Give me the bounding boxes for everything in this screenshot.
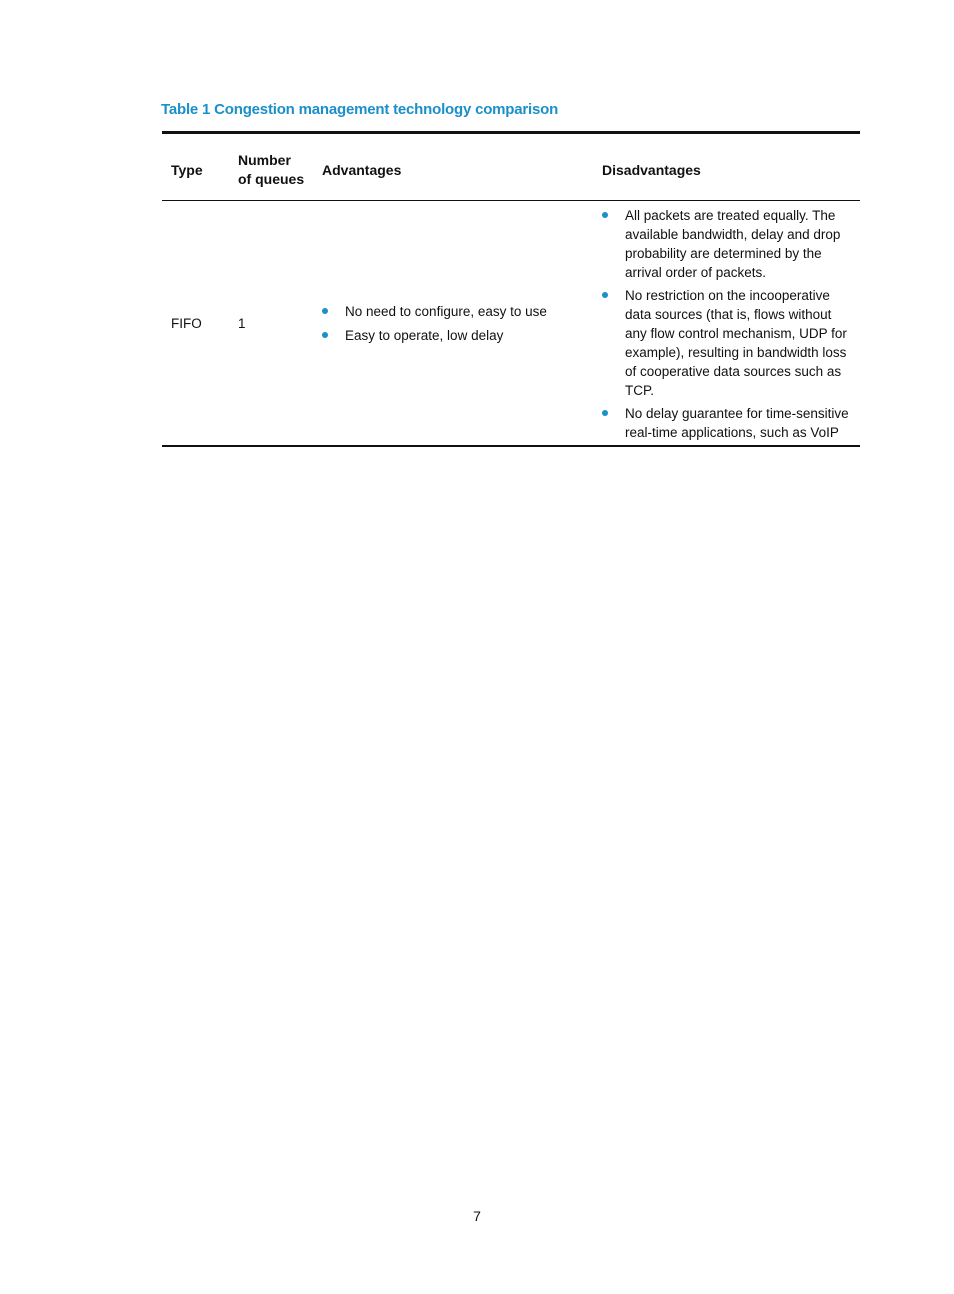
bullet-icon <box>602 410 608 416</box>
header-queues: Number of queues <box>238 152 305 187</box>
disadvantage-text: All packets are treated equally. The available bandwidth, delay and drop probability are determined by the arrival order of packets. <box>625 208 841 280</box>
table-row <box>162 201 860 447</box>
header-type: Type <box>171 161 203 178</box>
disadvantages-list <box>602 206 852 442</box>
advantages-list <box>322 302 585 345</box>
bullet-icon <box>322 308 328 314</box>
header-advantages: Advantages <box>322 161 402 178</box>
bullet-icon <box>602 292 608 298</box>
table-caption: Table 1 Congestion management technology comparison <box>161 101 559 118</box>
cell-queues: 1 <box>238 315 246 331</box>
bullet-icon <box>602 212 608 218</box>
list-item <box>322 302 585 321</box>
page-number: 7 <box>473 1208 481 1224</box>
comparison-table-container <box>162 131 860 447</box>
disadvantage-text: No restriction on the incooperative data sources (that is, flows without any flow control mechanism, UDP for example), resulting in bandwidth loss of cooperative data sources such as TCP. <box>625 288 847 398</box>
cell-type: FIFO <box>171 315 202 331</box>
cell-advantages <box>313 201 593 447</box>
disadvantage-text: No delay guarantee for time-sensitive real-time applications, such as VoIP <box>625 406 849 440</box>
bullet-icon <box>322 332 328 338</box>
list-item <box>322 326 585 345</box>
list-item <box>602 206 852 282</box>
list-item <box>602 286 852 400</box>
advantage-text: No need to configure, easy to use <box>345 303 547 319</box>
table-header-row <box>162 133 860 201</box>
list-item <box>602 404 852 442</box>
advantage-text: Easy to operate, low delay <box>345 327 504 343</box>
comparison-table <box>162 131 860 447</box>
cell-disadvantages <box>593 201 860 447</box>
header-disadvantages: Disadvantages <box>602 161 701 178</box>
